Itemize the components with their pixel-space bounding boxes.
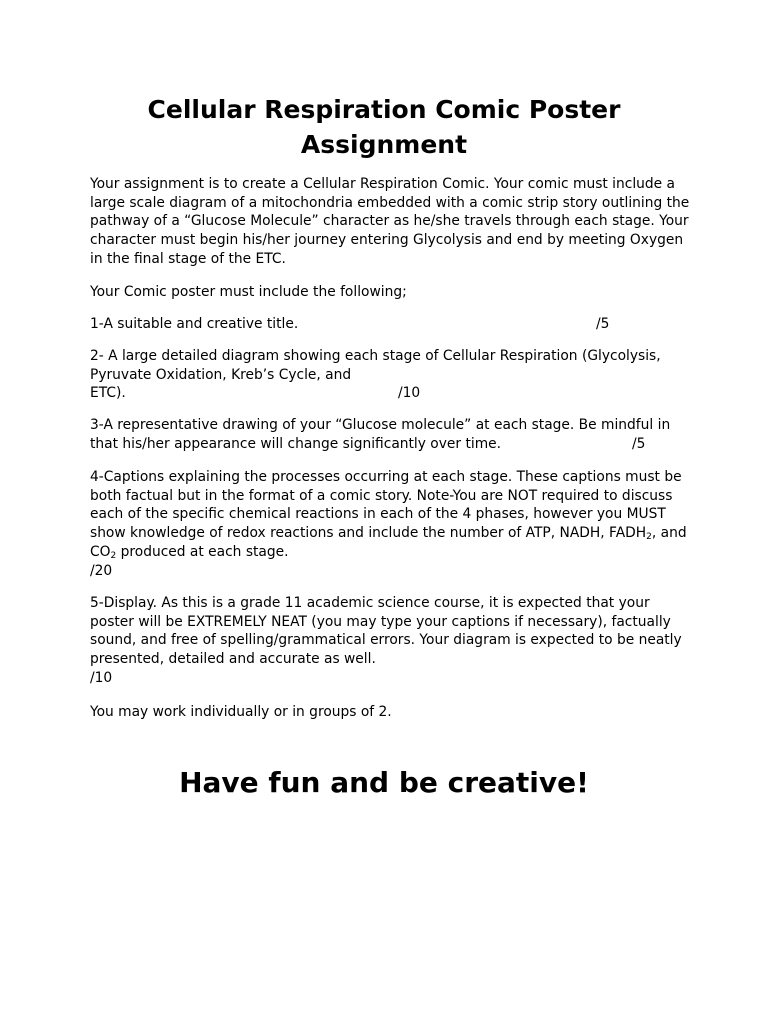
requirement-item-1 xyxy=(90,315,690,334)
requirement-score: /10 xyxy=(398,385,421,402)
requirement-text-part: produced at each stage. xyxy=(116,543,289,560)
requirement-score: /20 xyxy=(90,562,113,579)
requirement-item-5 xyxy=(90,594,690,688)
requirement-score: /5 xyxy=(632,435,646,452)
requirement-score: /5 xyxy=(596,316,610,332)
subscript: 2 xyxy=(110,550,117,561)
closing-message: Have fun and be creative! xyxy=(179,766,589,799)
lead-in-text: Your Comic poster must include the following; xyxy=(90,284,407,300)
group-note: You may work individually or in groups of 2. xyxy=(90,704,392,720)
requirement-item-3 xyxy=(90,416,690,453)
requirement-text: 4-Captions explaining the processes occurring at each stage. These captions must be both factual but in the format of a comic story. Note-You are NOT required to discuss each of the specific chemical reactions in each of the 4 phases, however you MUST show knowledge of redox reactions and include the number of ATP, NADH, FADH xyxy=(90,469,682,542)
requirement-text: 2- A large detailed diagram showing each stage of Cellular Respiration (Glycolysis, Pyruvate Oxidation, Kreb’s Cycle, and xyxy=(90,348,661,383)
requirement-text-continued: ETC). xyxy=(90,385,126,402)
requirement-text: 3-A representative drawing of your “Glucose molecule” at each stage. Be mindful in that his/her appearance will change significantly over time. xyxy=(90,417,671,452)
requirement-text: 1-A suitable and creative title. xyxy=(90,316,299,332)
requirement-item-4 xyxy=(90,468,690,580)
intro-paragraph: Your assignment is to create a Cellular Respiration Comic. Your comic must include a large scale diagram of a mitochondria embedded with a comic strip story outlining the pathway of a “Glucose Molecule” character as he/she travels through each stage. Your character must begin his/her journey entering Glycolysis and end by meeting Oxygen in the final stage of the ETC. xyxy=(90,176,690,267)
requirement-text-part: , and CO xyxy=(90,525,687,560)
requirement-score: /10 xyxy=(90,669,113,686)
requirement-item-2 xyxy=(90,347,690,403)
subscript: 2 xyxy=(646,532,652,543)
requirement-text: 5-Display. As this is a grade 11 academic science course, it is expected that your poster will be EXTREMELY NEAT (you may type your captions if necessary), factually sound, and free of spelling/grammatical errors. Your diagram is expected to be neatly presented, detailed and accurate as well. xyxy=(90,595,682,668)
page-title: Cellular Respiration Comic Poster Assignment xyxy=(147,95,621,159)
